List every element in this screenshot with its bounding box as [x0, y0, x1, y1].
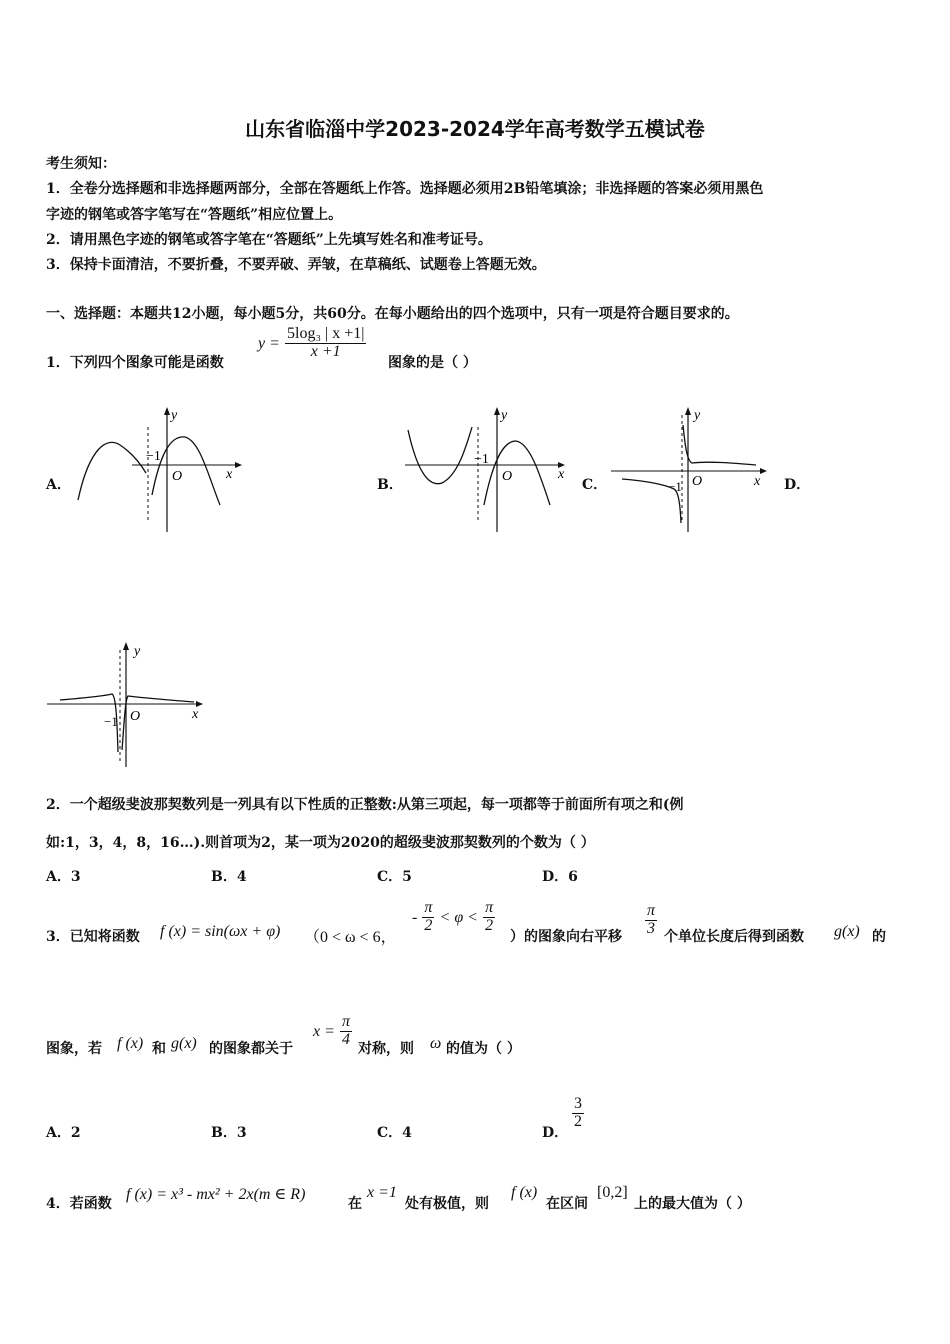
x-axis-arrow [235, 462, 242, 468]
x-label: x [192, 707, 199, 722]
y-axis-arrow [685, 407, 691, 415]
x-axis-arrow [760, 468, 767, 474]
notice-line-1a: 1．全卷分选择题和非选择题两部分，全部在答题纸上作答。选择题必须用2B铅笔填涂；非选择题的答案必须用黑色 [46, 181, 764, 197]
q3-option-d: D． [542, 1125, 569, 1141]
q3-option-a: A．2 [46, 1125, 81, 1141]
q3-mid-text: ）的图象向右平移 [510, 929, 622, 945]
q1-graph-b [400, 405, 575, 535]
neg1-label: −1 [104, 714, 118, 729]
q1-fraction [285, 326, 366, 361]
q1-denominator: x +1 [310, 342, 341, 360]
q3-omega: ω [430, 1035, 442, 1052]
q4-f-def: f (x) = x³ - mx² + 2x(m ∈ R) [126, 1186, 306, 1203]
q2-option-c: C．5 [377, 869, 412, 885]
origin-label: O [502, 469, 513, 484]
q1-option-d: D． [784, 477, 811, 493]
q3-pi: π [424, 899, 433, 916]
x-label: x [754, 474, 761, 489]
page-title: 山东省临淄中学2023-2024学年高考数学五模试卷 [245, 117, 705, 141]
q2-option-b: B．4 [211, 869, 247, 885]
q1-formula-y: y = [258, 334, 280, 352]
q3-g: g(x) [834, 923, 860, 940]
y-label: y [501, 408, 508, 423]
y-label: y [694, 408, 701, 423]
y-axis-arrow [494, 407, 500, 415]
q3-frac-pi-3 [645, 903, 657, 938]
curve-right [484, 441, 550, 505]
q3-frac-pi-2-left [422, 900, 434, 935]
q1-formula [258, 326, 366, 361]
x-label: x [226, 467, 233, 482]
notice-line-1b: 字迹的钢笔或答字笔写在“答题纸”相应位置上。 [46, 207, 343, 223]
section-heading: 一、选择题：本题共12小题，每小题5分，共60分。在每小题给出的四个选项中，只有一项是符合题目要求的。 [46, 306, 739, 322]
q3-frac-3-2 [572, 1096, 584, 1131]
q3-line2-c: 对称，则 [358, 1041, 414, 1057]
q3-option-d-value [572, 1096, 584, 1131]
q3-option-c: C．4 [377, 1125, 412, 1141]
q4-prefix: 4．若函数 [46, 1196, 112, 1212]
q3-axis [313, 1014, 352, 1049]
origin-label: O [130, 709, 141, 724]
origin-label: O [172, 469, 183, 484]
q3-shift [645, 903, 657, 938]
notice-heading: 考生须知： [46, 156, 116, 172]
q3-g-2: g(x) [171, 1035, 197, 1052]
q3-line2-a: 图象，若 [46, 1041, 102, 1057]
q3-four: 4 [342, 1030, 350, 1048]
q3-phi-range: < φ < [439, 908, 478, 926]
q3-end-text: 个单位长度后得到函数 [664, 929, 804, 945]
q3-three: 3 [574, 1095, 582, 1112]
neg1-label: −1 [474, 452, 489, 467]
q1-option-c: C． [582, 477, 608, 493]
q2-line-2: 如:1，3，4，8，16…).则首项为2，某一项为2020的超级斐波那契数列的个数为（ ） [46, 835, 595, 851]
q1-prefix: 1．下列四个图象可能是函数 [46, 355, 224, 371]
q3-pi: π [485, 899, 494, 916]
q3-option-b: B．3 [211, 1125, 247, 1141]
q3-f-def: f (x) = sin(ωx + φ) [160, 923, 281, 940]
q1-option-a: A． [46, 477, 71, 493]
curve-right [152, 437, 220, 505]
y-axis-arrow [123, 642, 129, 650]
q1-suffix: 图象的是（ ） [388, 355, 477, 371]
q3-two: 2 [485, 916, 494, 934]
notice-line-3: 3．保持卡面清洁，不要折叠，不要弄破、弄皱，在草稿纸、试题卷上答题无效。 [46, 257, 546, 273]
q1-option-b: B． [377, 477, 403, 493]
q3-frac-pi-4 [340, 1014, 352, 1049]
q1-numerator: 5log₃ | x +1| [287, 325, 365, 342]
q4-mid: 处有极值，则 [405, 1196, 489, 1212]
q1-graph-d [44, 640, 209, 770]
y-label: y [171, 408, 178, 423]
q3-three: 3 [647, 919, 655, 937]
curve-right [683, 425, 756, 465]
q2-line-1: 2．一个超级斐波那契数列是一列具有以下性质的正整数:从第三项起，每一项都等于前面所有项之和(例 [46, 797, 684, 813]
notice-line-2: 2．请用黑色字迹的钢笔或答字笔在“答题纸”上先填写姓名和准考证号。 [46, 232, 492, 248]
neg1-label: −1 [146, 449, 161, 464]
q2-option-d: D．6 [542, 869, 578, 885]
q3-two: 2 [574, 1112, 582, 1130]
q3-pi: π [342, 1013, 351, 1030]
q4-suffix: 上的最大值为（ ） [634, 1196, 751, 1212]
neg1-label: −1 [668, 479, 682, 494]
y-axis-arrow [164, 407, 170, 415]
q2-option-a: A．3 [46, 869, 81, 885]
q3-f: f (x) [117, 1035, 144, 1052]
q3-two: 2 [424, 916, 433, 934]
q4-x1: x =1 [367, 1184, 397, 1201]
q3-x-eq: x = [313, 1022, 335, 1040]
q3-cond2 [412, 900, 495, 935]
q3-and: 和 [152, 1041, 166, 1057]
q4-at: 在 [348, 1196, 362, 1212]
curve-left [408, 427, 472, 484]
q4-interval-text: 在区间 [546, 1196, 588, 1212]
q3-de: 的 [872, 929, 886, 945]
q3-pi: π [647, 902, 656, 919]
curve-left [78, 442, 146, 500]
q3-cond1: （0 < ω < 6， [304, 929, 397, 946]
q3-minus: - [412, 908, 418, 926]
q4-interval: [0,2] [597, 1184, 628, 1201]
q3-prefix: 3．已知将函数 [46, 929, 140, 945]
q1-graph-a [70, 405, 245, 535]
q3-line2-d: 的值为（ ） [446, 1041, 521, 1057]
q3-line2-b: 的图象都关于 [209, 1041, 293, 1057]
q1-graph-c [608, 405, 773, 535]
y-label: y [134, 644, 141, 659]
origin-label: O [692, 474, 703, 489]
q4-f: f (x) [511, 1184, 538, 1201]
q3-frac-pi-2-right [483, 900, 495, 935]
x-label: x [558, 467, 565, 482]
